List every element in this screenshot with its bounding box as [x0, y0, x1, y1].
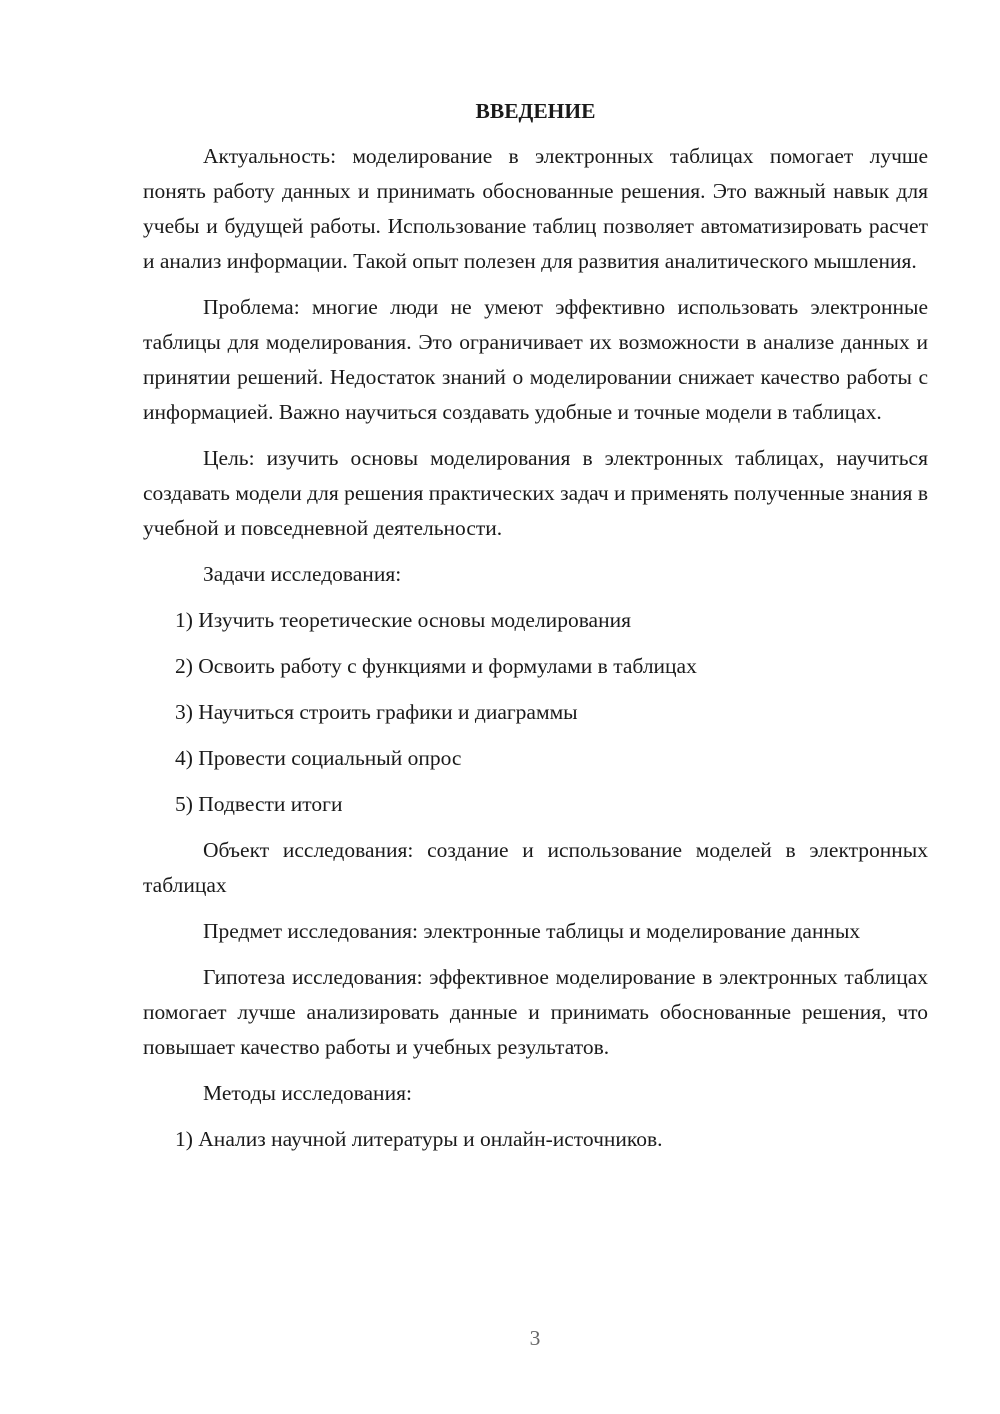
- object-paragraph: Объект исследования: создание и использование моделей в электронных таблицах: [143, 838, 928, 897]
- list-item: 5) Подвести итоги: [175, 792, 343, 816]
- tasks-list: [143, 603, 928, 822]
- list-item: 1) Анализ научной литературы и онлайн-источников.: [175, 1127, 663, 1151]
- methods-label: Методы исследования:: [203, 1081, 412, 1105]
- list-item: 4) Провести социальный опрос: [175, 746, 462, 770]
- section-heading: ВВЕДЕНИЕ: [475, 99, 596, 123]
- relevance-paragraph: Актуальность: моделирование в электронных таблицах помогает лучше понять работу данных и принимать обоснованные решения. Это важный навык для учебы и будущей работы. Использование таблиц позволяет автоматизировать расчет и анализ информации. Такой опыт полезен для развития аналитического мышления.: [143, 144, 928, 273]
- methods-list: [143, 1122, 928, 1157]
- list-item: 2) Освоить работу с функциями и формулами в таблицах: [175, 654, 697, 678]
- goal-paragraph: Цель: изучить основы моделирования в электронных таблицах, научиться создавать модели для решения практических задач и применять полученные знания в учебной и повседневной деятельности.: [143, 446, 928, 540]
- hypothesis-paragraph: Гипотеза исследования: эффективное моделирование в электронных таблицах помогает лучше анализировать данные и принимать обоснованные решения, что повышает качество работы и учебных результатов.: [143, 965, 928, 1059]
- subject-paragraph: Предмет исследования: электронные таблицы и моделирование данных: [203, 919, 861, 943]
- problem-paragraph: Проблема: многие люди не умеют эффективно использовать электронные таблицы для моделирования. Это ограничивает их возможности в анализе данных и принятии решений. Недостаток знаний о моделировании снижает качество работы с информацией. Важно научиться создавать удобные и точные модели в таблицах.: [143, 295, 928, 424]
- document-page: [143, 96, 928, 1168]
- page-number: 3: [529, 1326, 541, 1350]
- list-item: 3) Научиться строить графики и диаграммы: [175, 700, 578, 724]
- list-item: 1) Изучить теоретические основы моделирования: [175, 608, 632, 632]
- tasks-label: Задачи исследования:: [203, 562, 402, 586]
